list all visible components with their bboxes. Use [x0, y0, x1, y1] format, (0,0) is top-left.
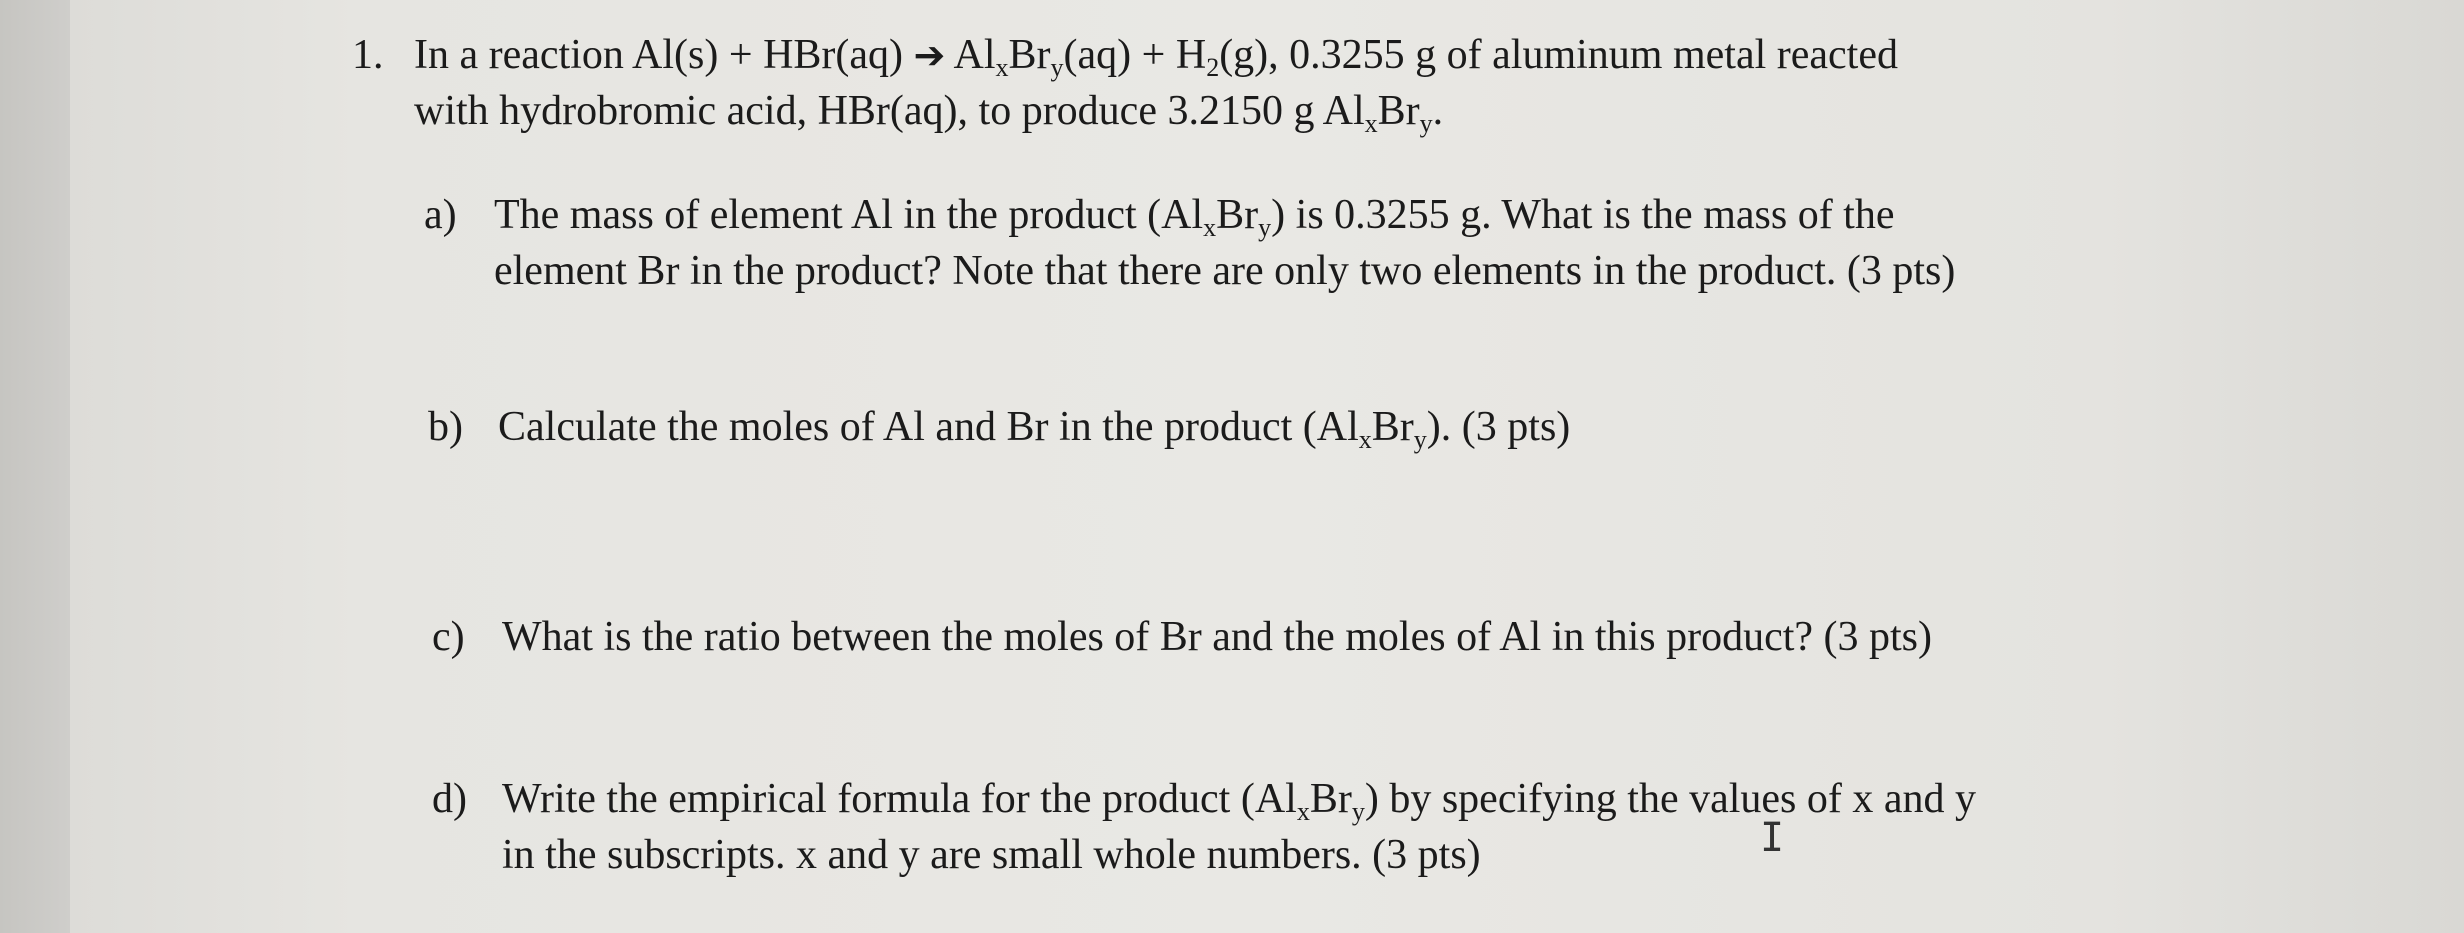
part-b-text: Br — [1371, 404, 1414, 450]
part-a-line-1 — [494, 190, 1895, 240]
question-text: In a reaction Al(s) + HBr(aq) — [414, 32, 914, 78]
subscript: 2 — [1206, 53, 1220, 82]
question-line-1 — [414, 30, 1898, 80]
question-text: (g), 0.3255 g of aluminum metal reacted — [1219, 32, 1898, 78]
part-d-label: d) — [432, 776, 467, 822]
subscript: x — [1358, 425, 1372, 454]
subscript: x — [1364, 109, 1378, 138]
part-d-line-2: in the subscripts. x and y are small whole numbers. (3 pts) — [502, 832, 1481, 878]
part-a-text: The mass of element Al in the product (Al — [494, 192, 1204, 238]
part-b-text: Calculate the moles of Al and Br in the product (Al — [498, 404, 1359, 450]
part-d-text: ) by specifying the values of x and y — [1364, 776, 1977, 822]
question-text: . — [1432, 88, 1444, 134]
part-a-text: ) is 0.3255 g. What is the mass of the — [1271, 192, 1895, 238]
subscript: x — [995, 53, 1009, 82]
question-text: (aq) + H — [1063, 32, 1207, 78]
part-b-line-1 — [498, 402, 1570, 452]
page-left-edge — [0, 0, 70, 933]
subscript: x — [1203, 213, 1217, 242]
subscript: y — [1258, 213, 1272, 242]
part-c-label: c) — [432, 614, 465, 660]
subscript: y — [1419, 109, 1433, 138]
part-a-label: a) — [424, 192, 457, 238]
part-b-label: b) — [428, 404, 463, 450]
part-a-text: Br — [1216, 192, 1259, 238]
text-cursor-icon: I — [1760, 815, 1785, 861]
part-c-line-1: What is the ratio between the moles of Br and the moles of Al in this product? (3 pts) — [502, 614, 1933, 660]
subscript: y — [1050, 53, 1064, 82]
question-text: Br — [1008, 32, 1051, 78]
reaction-arrow-icon: ➔ — [913, 33, 946, 77]
question-line-2 — [414, 86, 1443, 136]
question-text: with hydrobromic acid, HBr(aq), to produce 3.2150 g Al — [414, 88, 1365, 134]
question-text: Br — [1377, 88, 1420, 134]
part-b-text: ). (3 pts) — [1426, 404, 1571, 450]
part-d-text: Br — [1309, 776, 1352, 822]
subscript: y — [1351, 797, 1365, 826]
part-d-line-1 — [502, 774, 1976, 824]
question-number: 1. — [352, 32, 384, 78]
subscript: y — [1413, 425, 1427, 454]
subscript: x — [1296, 797, 1310, 826]
part-d-text: Write the empirical formula for the product (Al — [502, 776, 1297, 822]
question-text: Al — [945, 32, 996, 78]
part-a-line-2: element Br in the product? Note that there are only two elements in the product. (3 pts) — [494, 248, 1956, 294]
